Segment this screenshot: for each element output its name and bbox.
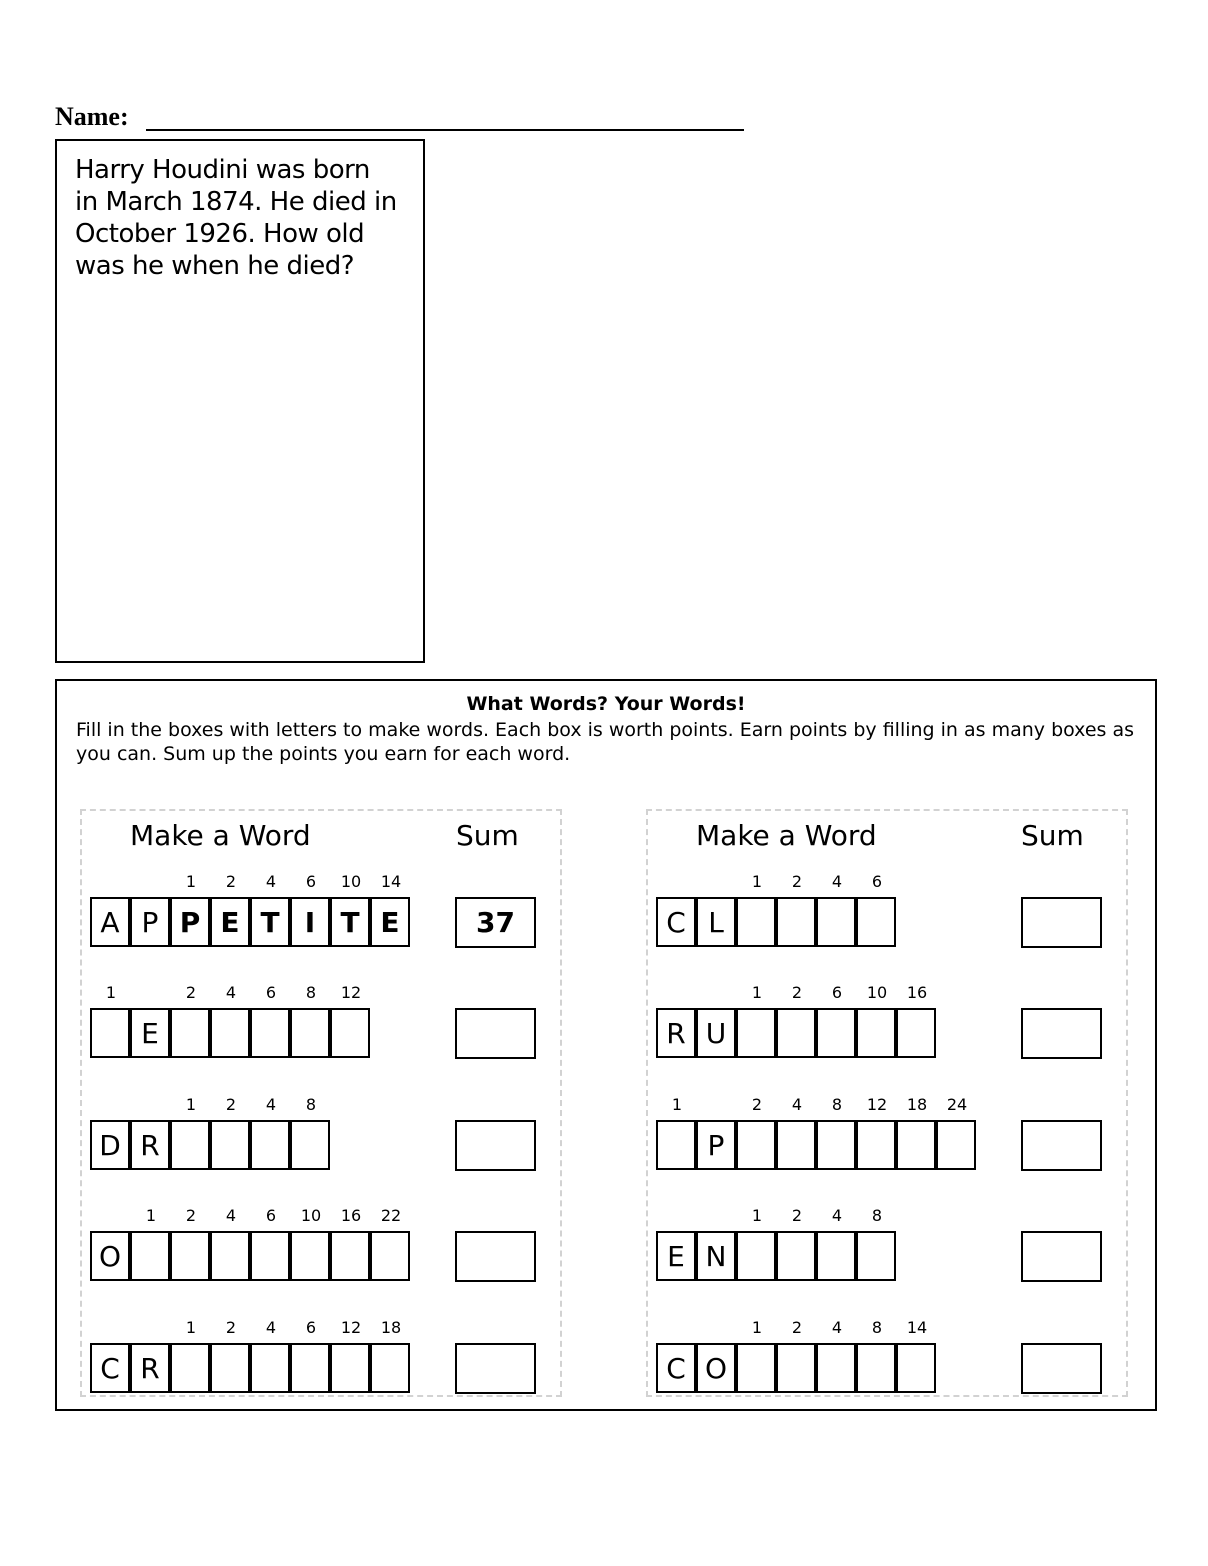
empty-letter-box[interactable] <box>816 1231 856 1281</box>
empty-letter-box[interactable] <box>290 1120 330 1170</box>
name-row <box>55 102 755 136</box>
sum-box[interactable] <box>455 1120 536 1171</box>
letter-box: O <box>696 1343 736 1393</box>
letter-box: T <box>250 897 290 947</box>
point-value: 1 <box>185 872 197 891</box>
sum-box[interactable] <box>455 1231 536 1282</box>
empty-letter-box[interactable] <box>816 1120 856 1170</box>
empty-letter-box[interactable] <box>170 1008 210 1058</box>
empty-letter-box[interactable] <box>856 1343 896 1393</box>
name-line[interactable] <box>146 129 744 131</box>
letter-box: E <box>210 897 250 947</box>
empty-letter-box[interactable] <box>370 1231 410 1281</box>
sum-heading: Sum <box>456 819 519 852</box>
empty-letter-box[interactable] <box>776 1008 816 1058</box>
sum-box[interactable] <box>1021 1120 1102 1171</box>
point-value: 8 <box>305 983 317 1002</box>
empty-letter-box[interactable] <box>210 1231 250 1281</box>
sum-box[interactable] <box>1021 1231 1102 1282</box>
letter-box: P <box>696 1120 736 1170</box>
point-value: 6 <box>305 1318 317 1337</box>
sum-box[interactable] <box>455 1343 536 1394</box>
point-value: 1 <box>671 1095 683 1114</box>
point-value: 6 <box>871 872 883 891</box>
empty-letter-box[interactable] <box>896 1343 936 1393</box>
empty-letter-box[interactable] <box>330 1343 370 1393</box>
word-panel-left <box>80 809 562 1397</box>
point-value: 1 <box>185 1318 197 1337</box>
empty-letter-box[interactable] <box>856 1008 896 1058</box>
word-row <box>82 872 564 962</box>
point-value: 2 <box>791 1206 803 1225</box>
point-value: 2 <box>225 1318 237 1337</box>
empty-letter-box[interactable] <box>250 1120 290 1170</box>
empty-letter-box[interactable] <box>816 1343 856 1393</box>
empty-letter-box[interactable] <box>736 1008 776 1058</box>
word-game-box <box>55 679 1157 1411</box>
point-value: 2 <box>185 983 197 1002</box>
empty-letter-box[interactable] <box>170 1120 210 1170</box>
problem-box[interactable] <box>55 139 425 663</box>
word-row <box>648 1206 1130 1296</box>
empty-letter-box[interactable] <box>210 1343 250 1393</box>
empty-letter-box[interactable] <box>776 1343 816 1393</box>
empty-letter-box[interactable] <box>856 1231 896 1281</box>
name-label: Name: <box>55 102 129 131</box>
word-row <box>648 983 1130 1073</box>
empty-letter-box[interactable] <box>936 1120 976 1170</box>
point-value: 1 <box>145 1206 157 1225</box>
point-value: 4 <box>791 1095 803 1114</box>
point-value: 4 <box>265 1318 277 1337</box>
letter-box: E <box>370 897 410 947</box>
empty-letter-box[interactable] <box>856 897 896 947</box>
sum-heading: Sum <box>1021 819 1084 852</box>
point-value: 1 <box>751 983 763 1002</box>
point-value: 10 <box>340 872 362 891</box>
point-value: 4 <box>831 872 843 891</box>
empty-letter-box[interactable] <box>776 897 816 947</box>
empty-letter-box[interactable] <box>330 1231 370 1281</box>
point-value: 1 <box>185 1095 197 1114</box>
point-value: 8 <box>831 1095 843 1114</box>
point-value: 16 <box>906 983 928 1002</box>
word-row <box>648 872 1130 962</box>
empty-letter-box[interactable] <box>736 1120 776 1170</box>
empty-letter-box[interactable] <box>210 1008 250 1058</box>
point-value: 4 <box>831 1318 843 1337</box>
empty-letter-box[interactable] <box>290 1231 330 1281</box>
empty-letter-box[interactable] <box>130 1231 170 1281</box>
empty-letter-box[interactable] <box>250 1008 290 1058</box>
point-value: 8 <box>871 1318 883 1337</box>
point-value: 22 <box>380 1206 402 1225</box>
letter-box: O <box>90 1231 130 1281</box>
empty-letter-box[interactable] <box>210 1120 250 1170</box>
point-value: 6 <box>265 983 277 1002</box>
empty-letter-box[interactable] <box>856 1120 896 1170</box>
empty-letter-box[interactable] <box>896 1120 936 1170</box>
point-value: 6 <box>831 983 843 1002</box>
point-value: 4 <box>225 1206 237 1225</box>
point-value: 12 <box>866 1095 888 1114</box>
word-row <box>648 1095 1130 1185</box>
letter-box: R <box>130 1120 170 1170</box>
point-value: 6 <box>265 1206 277 1225</box>
point-value: 1 <box>751 872 763 891</box>
word-game-title: What Words? Your Words! <box>466 693 746 715</box>
empty-letter-box[interactable] <box>90 1008 130 1058</box>
point-value: 2 <box>751 1095 763 1114</box>
sum-box[interactable] <box>1021 1008 1102 1059</box>
letter-box: T <box>330 897 370 947</box>
letter-box: C <box>656 897 696 947</box>
point-value: 16 <box>340 1206 362 1225</box>
letter-box: P <box>170 897 210 947</box>
point-value: 1 <box>751 1318 763 1337</box>
point-value: 10 <box>866 983 888 1002</box>
point-value: 18 <box>906 1095 928 1114</box>
letter-box: N <box>696 1231 736 1281</box>
letter-box: L <box>696 897 736 947</box>
point-value: 14 <box>906 1318 928 1337</box>
word-row <box>82 1206 564 1296</box>
letter-box: U <box>696 1008 736 1058</box>
point-value: 2 <box>791 872 803 891</box>
point-value: 2 <box>225 872 237 891</box>
empty-letter-box[interactable] <box>816 1008 856 1058</box>
point-value: 1 <box>751 1206 763 1225</box>
word-row <box>82 983 564 1073</box>
point-value: 4 <box>831 1206 843 1225</box>
make-a-word-heading: Make a Word <box>130 819 311 852</box>
sum-box[interactable] <box>1021 897 1102 948</box>
point-value: 2 <box>225 1095 237 1114</box>
point-value: 12 <box>340 983 362 1002</box>
point-value: 14 <box>380 872 402 891</box>
point-value: 8 <box>871 1206 883 1225</box>
empty-letter-box[interactable] <box>170 1231 210 1281</box>
letter-box: D <box>90 1120 130 1170</box>
empty-letter-box[interactable] <box>736 897 776 947</box>
problem-line: in March 1874. He died in <box>75 187 397 217</box>
empty-letter-box[interactable] <box>776 1231 816 1281</box>
problem-line: Harry Houdini was born <box>75 155 370 185</box>
word-row <box>82 1095 564 1185</box>
empty-letter-box[interactable] <box>290 1008 330 1058</box>
sum-box[interactable] <box>455 1008 536 1059</box>
empty-letter-box[interactable] <box>170 1343 210 1393</box>
letter-box: E <box>130 1008 170 1058</box>
empty-letter-box[interactable] <box>896 1008 936 1058</box>
letter-box: C <box>90 1343 130 1393</box>
point-value: 18 <box>380 1318 402 1337</box>
empty-letter-box[interactable] <box>656 1120 696 1170</box>
empty-letter-box[interactable] <box>736 1231 776 1281</box>
point-value: 10 <box>300 1206 322 1225</box>
point-value: 4 <box>225 983 237 1002</box>
point-value: 8 <box>305 1095 317 1114</box>
letter-box: R <box>656 1008 696 1058</box>
problem-line: was he when he died? <box>75 251 354 281</box>
letter-box: I <box>290 897 330 947</box>
sum-box[interactable]: 37 <box>455 897 536 948</box>
word-panel-right <box>646 809 1128 1397</box>
letter-box: R <box>130 1343 170 1393</box>
problem-line: October 1926. How old <box>75 219 365 249</box>
make-a-word-heading: Make a Word <box>696 819 877 852</box>
empty-letter-box[interactable] <box>250 1231 290 1281</box>
problem-text <box>75 154 415 282</box>
point-value: 2 <box>791 983 803 1002</box>
point-value: 2 <box>791 1318 803 1337</box>
letter-box: A <box>90 897 130 947</box>
point-value: 24 <box>946 1095 968 1114</box>
letter-box: P <box>130 897 170 947</box>
point-value: 4 <box>265 872 277 891</box>
point-value: 12 <box>340 1318 362 1337</box>
empty-letter-box[interactable] <box>250 1343 290 1393</box>
point-value: 2 <box>185 1206 197 1225</box>
word-game-instructions: Fill in the boxes with letters to make words. Each box is worth points. Earn points by filling in as many boxes as you can. Sum up the points you earn for each word. <box>76 719 1135 765</box>
letter-box: C <box>656 1343 696 1393</box>
empty-letter-box[interactable] <box>370 1343 410 1393</box>
empty-letter-box[interactable] <box>330 1008 370 1058</box>
point-value: 4 <box>265 1095 277 1114</box>
empty-letter-box[interactable] <box>776 1120 816 1170</box>
letter-box: E <box>656 1231 696 1281</box>
empty-letter-box[interactable] <box>816 897 856 947</box>
point-value: 6 <box>305 872 317 891</box>
point-value: 1 <box>105 983 117 1002</box>
empty-letter-box[interactable] <box>736 1343 776 1393</box>
word-row <box>648 1318 1130 1408</box>
word-row <box>82 1318 564 1408</box>
empty-letter-box[interactable] <box>290 1343 330 1393</box>
sum-box[interactable] <box>1021 1343 1102 1394</box>
